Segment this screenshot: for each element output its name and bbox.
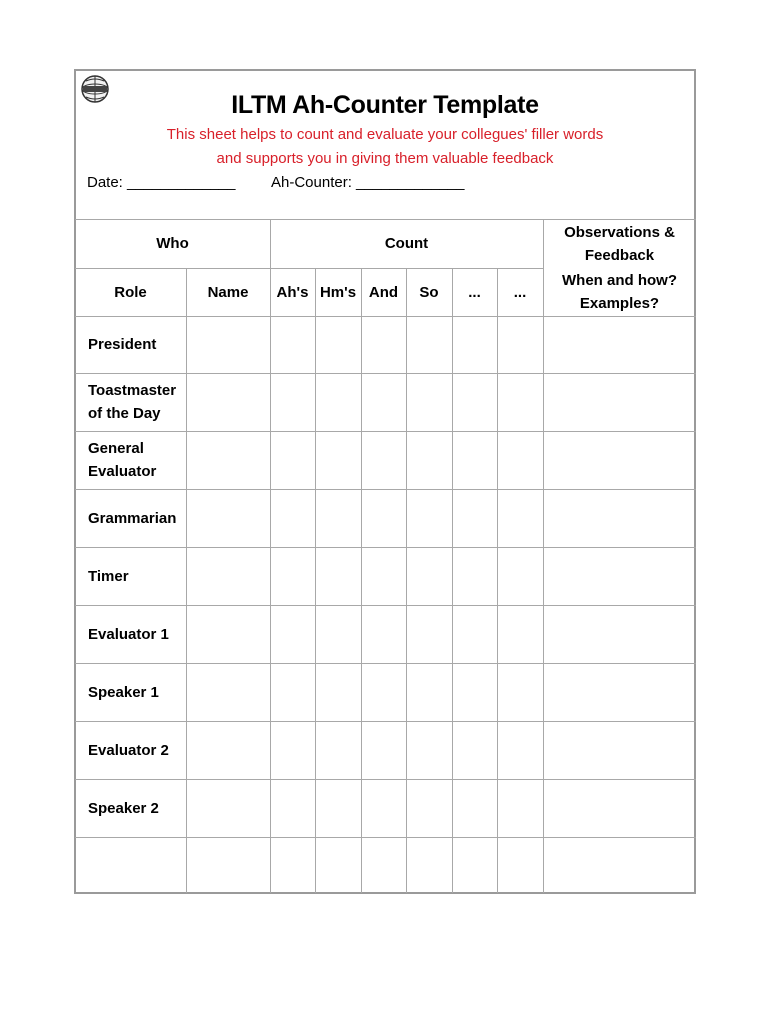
observations-header (543, 219, 696, 268)
ah-counter-field[interactable]: Ah-Counter: _____________ (271, 174, 465, 191)
count-header: Count (384, 235, 429, 252)
role-label: Evaluator 1 (88, 625, 169, 643)
count-column-ahs: Ah's (276, 283, 309, 301)
role-header: Role (114, 283, 147, 301)
role-cell-empty[interactable] (75, 837, 186, 893)
role-label: General (88, 440, 144, 457)
count-column-so: So (419, 283, 439, 301)
grid-line (186, 268, 187, 893)
grid-line (543, 219, 544, 893)
subtitle-line-1: This sheet helps to count and evaluate your collegues' filler words (166, 126, 604, 143)
role-cell-evaluator-2 (75, 721, 186, 779)
grid-line (315, 268, 316, 893)
count-column-extra-2: ... (513, 283, 527, 301)
count-column-extra-1: ... (468, 283, 481, 301)
role-cell-general-evaluator (75, 431, 186, 489)
grid-line (406, 268, 407, 893)
date-field[interactable]: Date: _____________ (87, 174, 236, 191)
observations-subheader-line-1: When and how? (562, 272, 677, 289)
role-label: Timer (88, 567, 129, 585)
role-cell-evaluator-1 (75, 605, 186, 663)
role-label-line-2: of the Day (88, 405, 161, 422)
count-column-and: And (368, 283, 399, 301)
observations-subheader (543, 268, 696, 316)
role-label-line-2: Evaluator (88, 463, 157, 480)
count-column-hms: Hm's (319, 283, 357, 301)
grid-line (270, 219, 271, 893)
role-label: Evaluator 2 (88, 741, 169, 759)
grid-line (497, 268, 498, 893)
grid-line (452, 268, 453, 893)
subtitle-line-2: and supports you in giving them valuable feedback (216, 150, 554, 167)
observations-header-line-1: Observations & (564, 223, 675, 241)
who-header: Who (156, 235, 189, 252)
role-cell-speaker-1 (75, 663, 186, 721)
role-cell-president (75, 316, 186, 373)
page-title: ILTM Ah-Counter Template (231, 91, 539, 119)
role-cell-grammarian (75, 489, 186, 547)
role-label: President (88, 336, 157, 353)
name-header: Name (207, 283, 249, 301)
role-label: Grammarian (88, 509, 177, 527)
role-cell-speaker-2 (75, 779, 186, 837)
role-cell-timer (75, 547, 186, 605)
observations-subheader-line-2: Examples? (579, 295, 660, 312)
role-label: Speaker 2 (88, 799, 159, 817)
grid-line (361, 268, 362, 893)
observations-header-line-2: Feedback (584, 246, 655, 264)
role-label: Speaker 1 (88, 683, 159, 701)
role-label: Toastmaster (88, 382, 177, 399)
role-cell-toastmaster (75, 373, 186, 431)
